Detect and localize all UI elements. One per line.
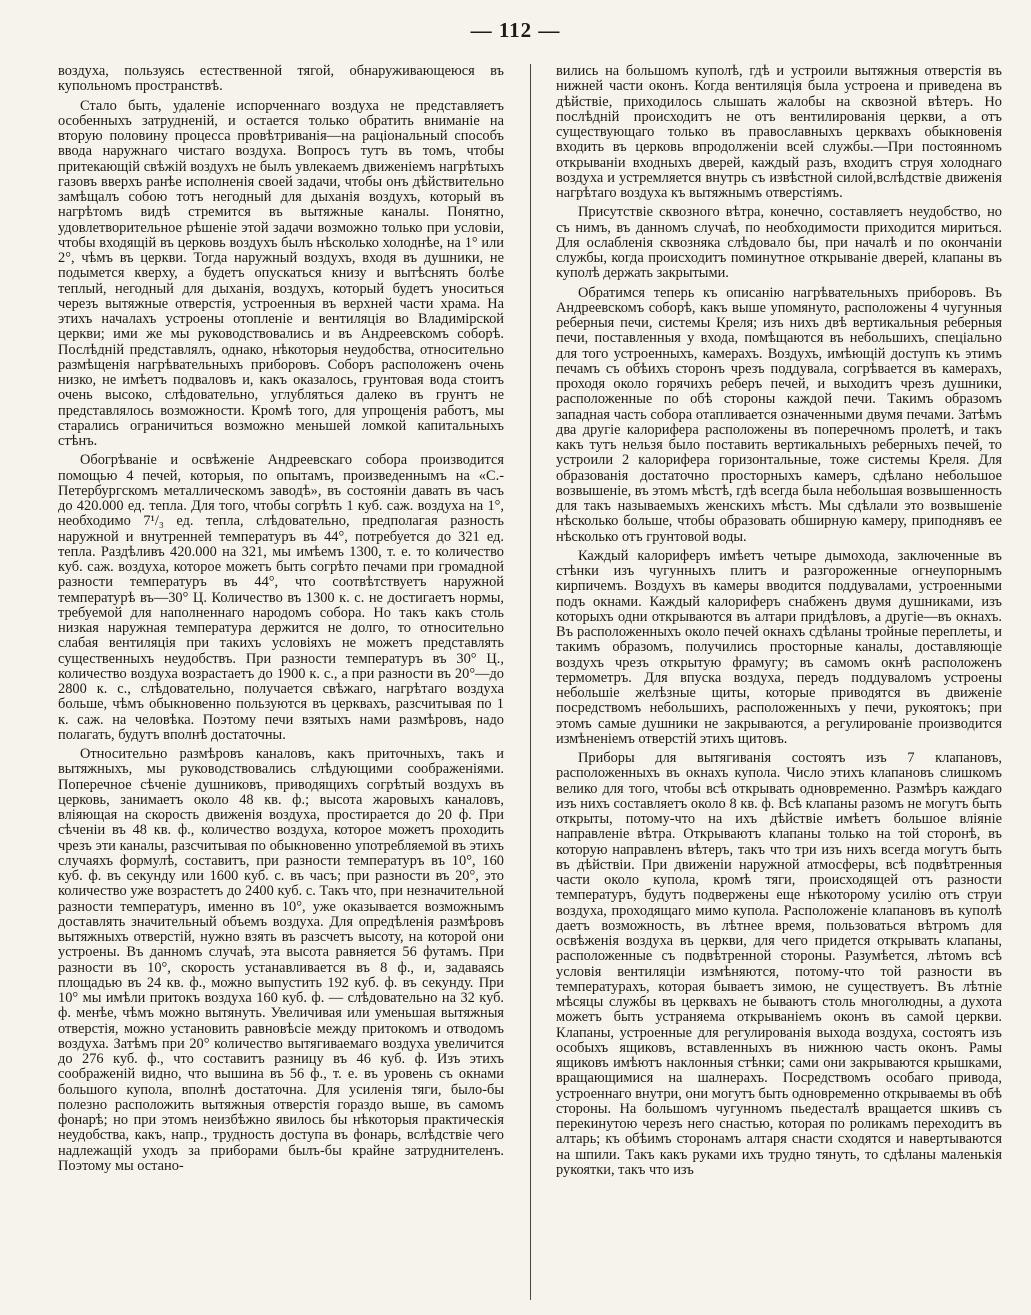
paragraph: вились на большомъ куполѣ, гдѣ и устроили вытяжныя отверстія въ нижней части оконъ. Когда вентиляція была устроена и приведена въ дѣйствіе, приходилось слышать жалобы на сквозной вѣтеръ. Но послѣдній происходитъ не отъ вентилированія церкви, а отъ существующаго только въ православныхъ церквахъ обыкновенія входить въ церковь впродолженіи всей службы.—При постоянномъ открываніи входныхъ дверей, каждый разъ, входитъ струя холоднаго воздуха и устремляется внутрь съ извѣстной силой,вслѣдствіе движенія нагрѣтаго воздуха къ вытяжнымъ отверстіямъ. bbox=[556, 64, 1002, 201]
left-column bbox=[58, 64, 504, 1304]
paragraph: Приборы для вытягиванія состоятъ изъ 7 клапановъ, расположенныхъ въ окнахъ купола. Число этихъ клапановъ слишкомъ велико для того, чтобы всѣ открывать одновременно. Размѣръ каждаго изъ нихъ составляетъ около 8 кв. ф. Всѣ клапаны разомъ не могутъ быть открыты, потому-что на ихъ дѣйствіе имѣетъ большое вліяніе направленіе вѣтра. Открываютъ клапаны только на той сторонѣ, въ которую направленъ вѣтеръ, такъ что три изъ нихъ всегда могутъ быть въ дѣйствіи. При движеніи наружной атмосферы, всѣ подвѣтренныя части около купола, кромѣ тяги, происходящей отъ разности температуръ, будутъ подвержены еще нѣкоторому усилію отъ струи воздуха, проходящаго мимо купола. Расположеніе клапановъ въ куполѣ даетъ возможность, въ лѣтнее время, пользоваться вѣтромъ для освѣженія воздуха въ церкви, для чего придется открывать клапаны, расположенные съ подвѣтренной стороны. Разумѣется, лѣтомъ всѣ условія вентиляціи измѣняются, потому-что той разности въ температурахъ, которая бываетъ зимою, не существуетъ. Въ лѣтніе мѣсяцы службы въ церквахъ не бываютъ столь многолюдны, а духота можетъ быть устраняема открываніемъ оконъ въ самой церкви. Клапаны, устроенные для регулированія выхода воздуха, состоятъ изъ особыхъ ящиковъ, вставленныхъ въ нижнюю часть оконъ. Рамы ящиковъ имѣютъ наклонныя стѣнки; сами они закрываются крышками, вращающимися на шалнерахъ. Посредствомъ особаго привода, устроеннаго внутри, они могутъ быть одновременно открываемы въ обѣ стороны. На большомъ чугунномъ пьедесталѣ вращается шкивъ съ перекинутою черезъ него снастью, которая по роликамъ переходитъ въ алтарь; къ обѣимъ сторонамъ алтаря снасти сходятся и навертываются на шпили. Такъ какъ руками ихъ трудно тянуть, то сдѣланы маленькія рукоятки, такъ что изъ bbox=[556, 750, 1002, 1178]
page-number: — 112 — bbox=[470, 18, 561, 42]
paragraph: воздуха, пользуясь естественной тягой, обнаруживающеюся въ купольномъ пространствѣ. bbox=[58, 64, 504, 95]
paragraph: Обратимся теперь къ описанію нагрѣвательныхъ приборовъ. Въ Андреевскомъ соборѣ, какъ выше упомянуто, расположены 4 чугунныя реберныя печи, системы Креля; изъ нихъ двѣ вертикальныя реберныя печи, поставленныя у входа, помѣщаются въ небольшихъ, спеціально для того устроенныхъ, камерахъ. Воздухъ, имѣющій доступъ къ этимъ печамъ съ обѣихъ сторонъ чрезъ поддувала, согрѣвается въ камерахъ, проходя около горячихъ реберъ печей, и выходитъ чрезъ душники, расположенные по обѣ стороны каждой печи. Такимъ образомъ западная часть собора отапливается означенными двумя печами. Затѣмъ два другіе калорифера расположены въ поперечномъ пролетѣ, и такъ какъ тутъ нельзя было поставить вертикальныхъ реберныхъ печей, то устроили 2 калорифера горизонтальные, тоже системы Креля. Для образованія достаточно просторныхъ камеръ, сдѣлано небольшое возвышеніе, въ этомъ мѣстѣ, гдѣ всегда была небольшая возвышенность для такъ называемыхъ женскихъ мѣстъ. Мы сдѣлали это возвышеніе нѣсколько больше, чтобы образовать обширную камеру, приподнявъ ее нѣсколько отъ грунтовой воды. bbox=[556, 284, 1002, 545]
paragraph: Относительно размѣровъ каналовъ, какъ приточныхъ, такъ и вытяжныхъ, мы руководствовались слѣдующими соображеніями. Поперечное сѣченіе душниковъ, приводящихъ согрѣтый воздухъ въ церковь, занимаетъ около 48 кв. ф.; высота жаровыхъ каналовъ, вліяющая на скорость движенія воздуха, простирается до 20 ф. При сѣченіи въ 48 кв. ф., количество воздуха, которое можетъ проходить чрезъ эти каналы, разсчитывая по обыкновенно употребляемой въ этихъ случаяхъ формулѣ, составитъ, при разности температуръ въ 10°, 160 куб. ф. въ секунду или 1600 куб. с. въ часъ; при разности въ 20°, это количество уже возрастетъ до 2400 куб. с. Такъ что, при незначительной разности температуръ, именно въ 10°, уже оказывается возможнымъ доставлять значительный объемъ воздуха. Для опредѣленія размѣровъ вытяжныхъ отверстій, нужно взять въ разсчетъ высоту, на которой они устроены. Въ данномъ случаѣ, эта высота равняется 56 футамъ. При разности въ 10°, скорость устанавливается въ 8 ф., и, задаваясь площадью въ 24 кв. ф., можно выпустить 192 куб. ф. въ секунду. При 10° мы имѣли притокъ воздуха 160 куб. ф. — слѣдовательно на 32 куб. ф. менѣе, чѣмъ можно вытянуть. Увеличивая или уменьшая вытяжныя отверстія, можно установить равновѣсіе между притокомъ и отводомъ воздуха. Затѣмъ при 20° количество вытягиваемаго воздуха увеличится до 276 куб. ф., что составитъ разницу въ 46 куб. ф. Изъ этихъ соображеній видно, что вышина въ 56 ф., т. е. въ уровень съ окнами большого купола, вполнѣ достаточна. Для усиленія тяги, было-бы полезно расположить вытяжныя отверстія гораздо выше, въ самомъ фонарѣ; но при этомъ неизбѣжно явилось бы нѣкоторыя практическія неудобства, какъ, напр., трудность доступа въ фонарь, вслѣдствіе чего надлежащій уходъ за приборами былъ-бы крайне затруднителенъ. Поэтому мы остано- bbox=[58, 746, 504, 1174]
right-column bbox=[556, 64, 1002, 1304]
paragraph: Стало быть, удаленіе испорченнаго воздуха не представляетъ особенныхъ затрудненій, и остается только обратить вниманіе на вторую половину процесса провѣтриванія—на раціональный способъ ввода наружнаго чистаго воздуха. Вопросъ тутъ въ томъ, чтобы притекающій свѣжій воздухъ не былъ увлекаемъ движеніемъ нагрѣтыхъ газовъ вверхъ ранѣе исполненія своей задачи, чтобы онъ дѣйствительно замѣщалъ собою тотъ негодный для дыханія воздухъ, который въ нагрѣтомъ видѣ стремится въ вытяжные каналы. Понятно, удовлетворительное рѣшеніе этой задачи возможно только при условіи, чтобы входящій въ церковь воздухъ былъ нѣсколько холоднѣе, на 1° или 2°, чѣмъ въ церкви. Тогда наружный воздухъ, входя въ душники, не подымется кверху, а будетъ опускаться книзу и вытѣснять болѣе теплый, негодный для дыханія, воздухъ, который будетъ уноситься черезъ вытяжные отверстія, устроенныя въ верхней части храма. На этихъ началахъ устроены отопленіе и вентиляція во Владимірской церкви; ими же мы руководствовались и въ Андреевскомъ соборѣ. Послѣдній представлялъ, однако, нѣкоторыя неудобства, относительно размѣщенія нагрѣвательныхъ приборовъ. Соборъ расположенъ очень низко, не имѣетъ подваловъ и, какъ оказалось, грунтовая вода стоитъ очень высоко, слѣдовательно, углубляться далеко въ грунтъ не представлялось возможности. Кромѣ того, для упрощенія работъ, мы старались ограничиться возможно меньшей ломкой капитальныхъ стѣнъ. bbox=[58, 97, 504, 449]
paragraph: Обогрѣваніе и освѣженіе Андреевскаго собора производится помощью 4 печей, которыя, по опытамъ, произведеннымъ на «С.-Петербургскомъ металлическомъ заводѣ», въ состояніи давать въ часъ до 420.000 ед. тепла. Для того, чтобы согрѣть 1 куб. саж. воздуха на 1°, необходимо 7¹/₃ ед. тепла, слѣдовательно, предполагая разность наружной и внутренней температуръ въ 44°, потребуется до 321 ед. тепла. Раздѣливъ 420.000 на 321, мы имѣемъ 1300, т. е. то количество куб. саж. воздуха, которое можетъ быть согрѣто печами при громадной разности температуръ въ 44°, что соотвѣтствуетъ наружной температурѣ въ—30° Ц. Количество въ 1300 к. с. не достигаетъ нормы, требуемой для наполненнаго народомъ собора. Но такъ какъ столь низкая наружная температура держится не долго, то относительно слабая вентиляція при такихъ условіяхъ не можетъ представлять существенныхъ неудобствъ. При разности температуръ въ 30° Ц., количество воздуха возрастаетъ до 1900 к. с., а при разности въ 20°—до 2800 к. с., слѣдовательно, получается свѣжаго, нагрѣтаго воздуха больше, чѣмъ обыкновенно пользуются въ церквахъ, разсчитывая по 1 к. саж. на человѣка. Поэтому печи взятыхъ нами размѣровъ, надо полагать, будутъ вполнѣ достаточны. bbox=[58, 452, 504, 743]
paragraph: Присутствіе сквозного вѣтра, конечно, составляетъ неудобство, но съ нимъ, въ данномъ случаѣ, по необходимости приходится мириться. Для ослабленія сквозняка слѣдовало бы, при началѣ и по окончаніи службы, когда происходитъ поминутное открываніе дверей, клапаны въ куполѣ держать закрытыми. bbox=[556, 204, 1002, 282]
column-divider bbox=[530, 64, 531, 1300]
paragraph: Каждый калориферъ имѣетъ четыре дымохода, заключенные въ стѣнки изъ чугунныхъ плитъ и разгороженные огнеупорнымъ кирпичемъ. Воздухъ въ камеры вводится поддувалами, устроенными подъ окнами. Каждый калориферъ снабженъ двумя душниками, изъ которыхъ одни открываются въ алтари придѣловъ, а другіе—въ окнахъ. Въ расположенныхъ около печей окнахъ сдѣланы тройные переплеты, и такимъ образомъ, получились просторные каналы, доставляющіе воздухъ чрезъ открытую фрамугу; въ самомъ окнѣ расположенъ термометръ. Для впуска воздуха, передъ поддуваломъ устроены небольшіе желѣзные щиты, которые приводятся въ движеніе посредствомъ небольшихъ, расположенныхъ у печи, рукоятокъ; при этомъ самые душники не закрываются, а регулированіе производится измѣненіемъ отверстій этихъ щитовъ. bbox=[556, 547, 1002, 747]
